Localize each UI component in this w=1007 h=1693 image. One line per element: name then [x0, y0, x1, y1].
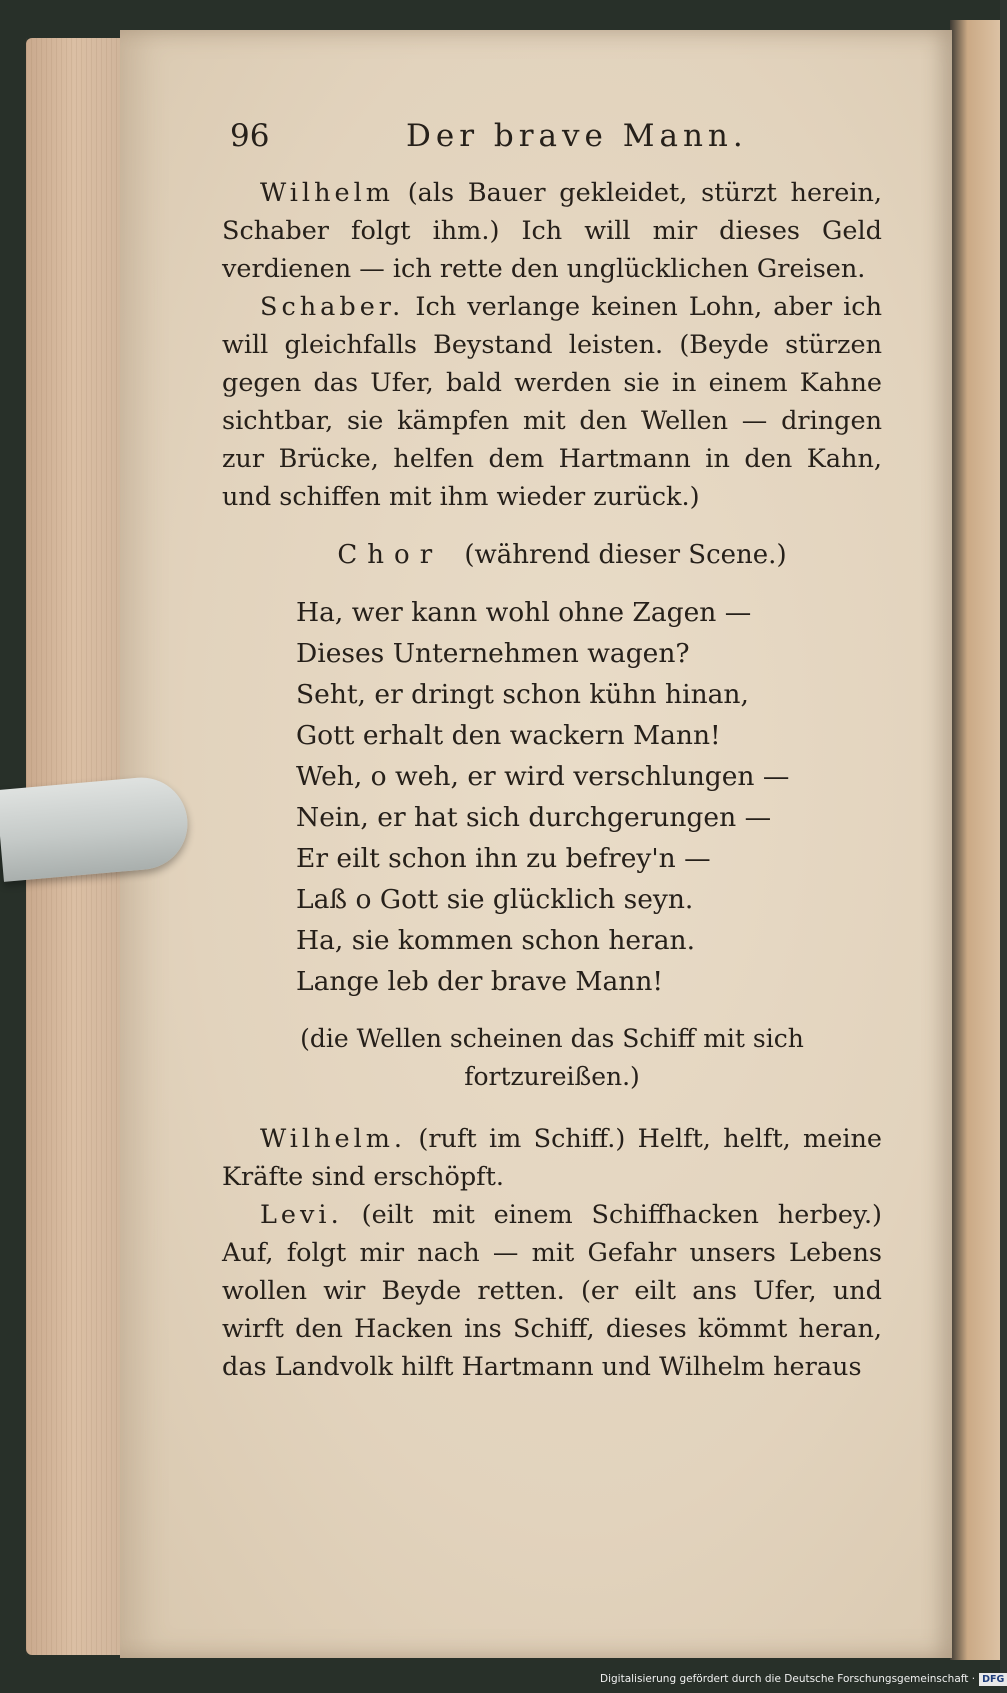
- book-gutter: [950, 20, 1000, 1660]
- dialogue-text: Ich will mir dieses Geld verdienen — ich rette den unglücklichen Greisen.: [222, 216, 882, 284]
- verse-line: Nein, er hat sich durchgerungen —: [296, 802, 772, 833]
- speaker-name: Wilhelm.: [260, 1124, 407, 1154]
- stage-direction: (als Bauer gekleidet, stürzt herein, Schaber folgt ihm.): [222, 178, 882, 246]
- page-number: 96: [230, 118, 270, 154]
- paragraph-schaber: [222, 288, 882, 516]
- chorus-heading: [222, 540, 882, 570]
- paragraph-wilhelm-2: [222, 1120, 882, 1196]
- stage-direction: (eilt mit einem Schiffhacken herbey.): [361, 1200, 882, 1230]
- page-header: [222, 118, 882, 174]
- verse-line: Gott erhalt den wackern Mann!: [296, 720, 721, 751]
- dialogue-text: Ich verlange keinen Lohn, aber ich will gleichfalls Beystand leisten.: [222, 292, 883, 360]
- dfg-logo: DFG: [979, 1673, 1007, 1686]
- paragraph-wilhelm-1: [222, 174, 882, 288]
- verse-line: Ha, sie kommen schon heran.: [296, 925, 696, 956]
- page-text: [222, 118, 882, 1386]
- paragraph-levi: [222, 1196, 882, 1386]
- running-title: Der brave Mann.: [406, 118, 748, 154]
- chorus-verse: [296, 592, 882, 1002]
- dialogue-text: Helft, helft, meine Kräfte sind erschöpft.: [222, 1124, 883, 1192]
- verse-line: Seht, er dringt schon kühn hinan,: [296, 679, 749, 710]
- dialogue-text: Auf, folgt mir nach — mit Gefahr unsers Lebens wollen wir Beyde retten.: [222, 1238, 882, 1306]
- stage-direction-waves: (die Wellen scheinen das Schiff mit sich fortzureißen.): [300, 1024, 804, 1091]
- digitization-credit: [600, 1673, 1005, 1691]
- verse-line: Dieses Unternehmen wagen?: [296, 638, 690, 669]
- stage-direction: (Beyde stürzen gegen das Ufer, bald werden sie in einem Kahne sichtbar, sie kämpfen mit den Wellen — dringen zur Brücke, helfen dem Hartmann in den Kahn, und schiffen mit ihm wieder zurück.): [222, 330, 882, 512]
- verse-line: Lange leb der brave Mann!: [296, 966, 664, 997]
- stage-direction: (er eilt ans Ufer, und wirft den Hacken ins Schiff, dieses kömmt heran, das Landvolk hilft Hartmann und Wilhelm heraus: [222, 1276, 882, 1382]
- speaker-name: Chor: [337, 540, 443, 570]
- speaker-name: Wilhelm: [260, 178, 394, 208]
- stage-direction: (ruft im Schiff.): [418, 1124, 626, 1154]
- verse-line: Weh, o weh, er wird verschlungen —: [296, 761, 790, 792]
- verse-line: Er eilt schon ihn zu befrey'n —: [296, 843, 711, 874]
- credit-text: Digitalisierung gefördert durch die Deutsche Forschungsgemeinschaft ·: [600, 1673, 976, 1685]
- verse-line: Laß o Gott sie glücklich seyn.: [296, 884, 694, 915]
- stage-direction: (während dieser Scene.): [464, 540, 787, 570]
- verse-line: Ha, wer kann wohl ohne Zagen —: [296, 597, 752, 628]
- speaker-name: Levi.: [260, 1200, 343, 1230]
- speaker-name: Schaber.: [260, 292, 405, 322]
